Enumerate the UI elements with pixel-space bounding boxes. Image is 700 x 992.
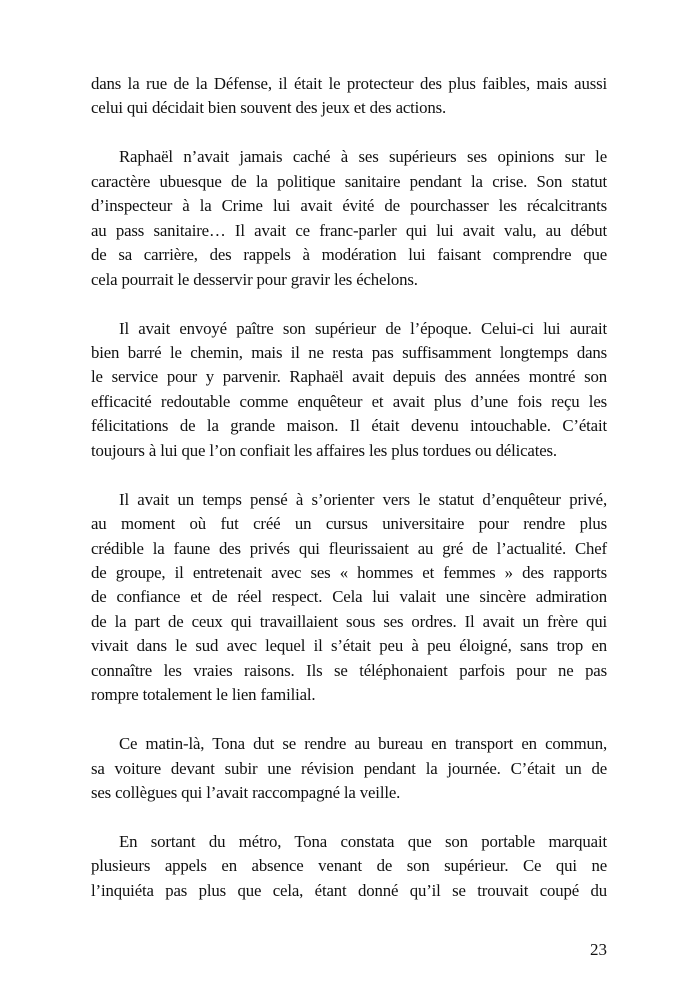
text-line: rompre totalement le lien familial.	[91, 685, 316, 705]
text-line: efficacité redoutable comme enquêteur et avait plus d’une fois reçu les	[91, 391, 607, 411]
page-number: 23	[590, 940, 607, 959]
text-line: de groupe, il entretenait avec ses « hommes et femmes » des rapports	[91, 563, 607, 583]
text-line: vivait dans le sud avec lequel il s’était peu à peu éloigné, sans trop en	[91, 636, 607, 656]
text-line: au pass sanitaire… Il avait ce franc-parler qui lui avait valu, au début	[91, 220, 607, 240]
text-line: l’inquiéta pas plus que cela, étant donné qu’il se trouvait coupé du	[91, 880, 607, 900]
paragraph	[91, 488, 607, 708]
text-line: félicitations de la grande maison. Il était devenu intouchable. C’était	[91, 416, 607, 436]
text-line: cela pourrait le desservir pour gravir les échelons.	[91, 269, 418, 289]
text-line: de sa carrière, des rappels à modération lui faisant comprendre que	[91, 245, 607, 265]
text-line: Il avait un temps pensé à s’orienter vers le statut d’enquêteur privé,	[119, 489, 607, 509]
book-page-text	[91, 72, 607, 928]
text-line: dans la rue de la Défense, il était le protecteur des plus faibles, mais aussi	[91, 74, 607, 93]
text-line: crédible la faune des privés qui fleurissaient au gré de l’actualité. Chef	[91, 538, 607, 558]
paragraph	[91, 72, 607, 121]
paragraph	[91, 732, 607, 805]
text-line: toujours à lui que l’on confiait les affaires les plus tordues ou délicates.	[91, 440, 557, 460]
text-line: le service pour y parvenir. Raphaël avait depuis des années montré son	[91, 367, 607, 387]
text-line: ses collègues qui l’avait raccompagné la veille.	[91, 783, 401, 803]
text-line: au moment où fut créé un cursus universitaire pour rendre plus	[91, 514, 607, 534]
text-line: plusieurs appels en absence venant de son supérieur. Ce qui ne	[91, 856, 607, 876]
text-line: d’inspecteur à la Crime lui avait évité de pourchasser les récalcitrants	[91, 196, 607, 216]
text-line: sa voiture devant subir une révision pendant la journée. C’était un de	[91, 758, 607, 778]
paragraph	[91, 830, 607, 903]
text-line: de la part de ceux qui travaillaient sous ses ordres. Il avait un frère qui	[91, 611, 607, 631]
paragraph	[91, 145, 607, 292]
text-line: Raphaël n’avait jamais caché à ses supérieurs ses opinions sur le	[119, 147, 607, 167]
text-line: Il avait envoyé paître son supérieur de l’époque. Celui-ci lui aurait	[119, 318, 607, 338]
text-line: connaître les vraies raisons. Ils se téléphonaient parfois pour ne pas	[91, 660, 607, 680]
text-line: bien barré le chemin, mais il ne resta pas suffisamment longtemps dans	[91, 342, 607, 362]
text-line: de confiance et de réel respect. Cela lui valait une sincère admiration	[91, 587, 607, 607]
paragraph	[91, 317, 607, 464]
text-line: En sortant du métro, Tona constata que son portable marquait	[119, 831, 607, 851]
text-line: Ce matin-là, Tona dut se rendre au bureau en transport en commun,	[119, 734, 607, 754]
text-line: caractère ubuesque de la politique sanitaire pendant la crise. Son statut	[91, 171, 607, 191]
text-line: celui qui décidait bien souvent des jeux et des actions.	[91, 98, 447, 118]
